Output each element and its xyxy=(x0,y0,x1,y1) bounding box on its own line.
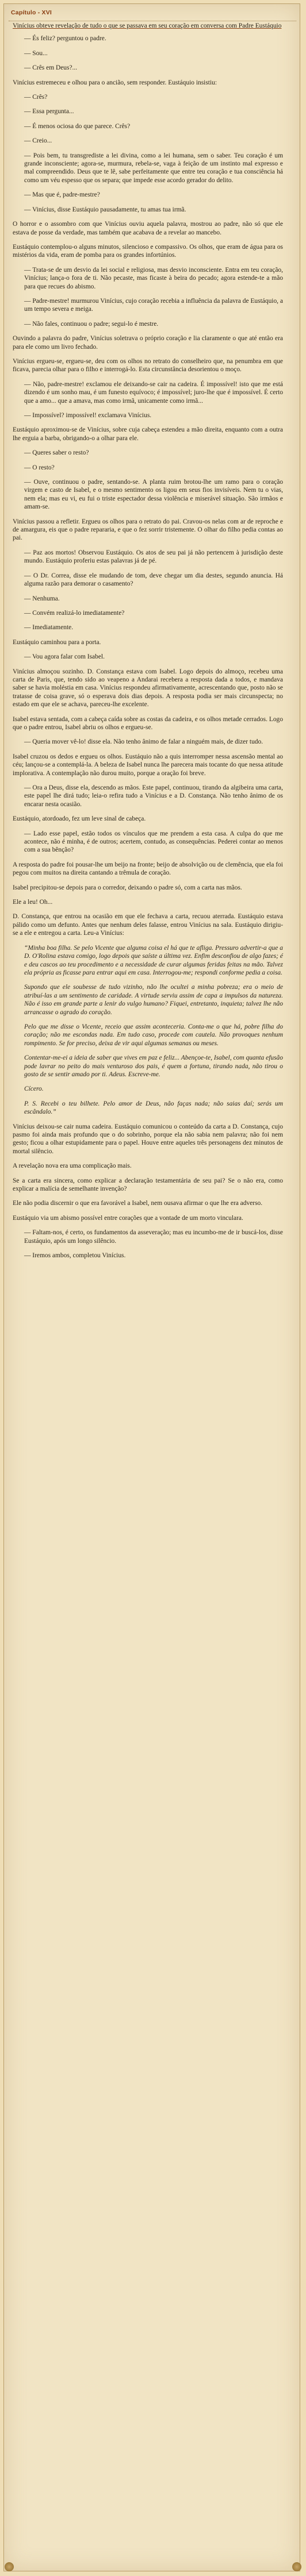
paragraph: Eustáquio, atordoado, fez um leve sinal de cabeça. xyxy=(13,815,146,823)
closing-paragraphs xyxy=(13,1123,283,1260)
chapter-header xyxy=(9,8,296,21)
paragraph: A revelação nova era uma complicação mais. xyxy=(13,1162,132,1170)
paragraph: — Faltam-nos, é certo, os fundamentos da asseveração; mas eu incumbo-me de ir buscá-los, disse Eustáquio, após um longo silêncio. xyxy=(24,1229,283,1245)
paragraph: — É menos ociosa do que parece. Crês? xyxy=(24,122,131,130)
paragraph: Ouvindo a palavra do padre, Vinícius soletrava o próprio coração e lia claramente o que até então era para ele como um livro fechado. xyxy=(13,335,283,351)
paragraph: Ele não podia discernir o que era favorável a Isabel, nem ousava afirmar o que lhe era adverso. xyxy=(13,1200,263,1207)
letter-paragraph: Contentar-me-ei a ideia de saber que vives em paz e feliz... Abençoe-te, Isabel, com quanta efusão pode lavrar no peito do mais venturoso dos pais, é quem a fortuna, tirando nada, não tirou o gosto de se sentir amado por ti. Adeus. Escreve-me. xyxy=(24,1054,283,1078)
chapter-body xyxy=(13,22,283,1266)
paragraph: — Vou agora falar com Isabel. xyxy=(24,653,105,661)
paragraph: — Não, padre-mestre! exclamou ele deixando-se cair na cadeira. É impossível! isto que me está dizendo é um sonho mau, é um funesto equívoco; é impossível; juro-lhe que é impossível. É certo que a amo... que a amava, mas como irmã, unicamente como irmã... xyxy=(24,380,283,405)
paragraph: — Essa pergunta... xyxy=(24,108,74,115)
paragraph: Isabel estava sentada, com a cabeça caída sobre as costas da cadeira, e os olhos metade cerrados. Logo que o padre entrou, Isabel abriu os olhos e ergueu-se. xyxy=(13,715,283,731)
paragraph: Vinícius ergueu-se, ergueu-se, deu com os olhos no retrato do conselheiro que, na penumbra em que ficava, parecia olhar para o filho e interrogá-lo. Esta circunstância desorientou o moço. xyxy=(13,357,283,373)
paragraph: O horror e o assombro com que Vinícius ouviu aquela palavra, mostrou ao padre, não só que ele estava de posse da verdade, mas também que acabava de a revelar ao mancebo. xyxy=(13,221,283,236)
paragraph: Isabel cruzou os dedos e ergueu os olhos. Eustáquio não a quis interromper nessa ascensão mental ao céu; lançou-se a contemplá-la. A beleza de Isabel nunca lhe parecera mais tocante do que nessa atitude implorativa. A contemplação não durou muito, porque a oração foi breve. xyxy=(13,753,283,777)
quoted-letter xyxy=(13,944,283,1116)
paragraph: — Crês? xyxy=(24,94,48,101)
paragraph: — Convém realizá-lo imediatamente? xyxy=(24,609,125,617)
chapter-title: Capítulo - XVI xyxy=(11,9,52,16)
paragraph: Vinícius estremeceu e olhou para o ancião, sem responder. Eustáquio insistiu: xyxy=(13,79,217,86)
paragraph: — Crês em Deus?... xyxy=(24,64,78,72)
paragraph: — O Dr. Correa, disse ele mudando de tom, deve chegar um dia destes, segundo anuncia. Há alguma razão para demorar o casamento? xyxy=(24,572,283,588)
paragraph: — Trata-se de um desvio da lei social e religiosa, mas desvio inconsciente. Entra em teu coração, Vinícius; lança-o fora de ti. Não pecaste, mas ficaste à beira do pecado; agora estende-te a mão para que recues do abismo. xyxy=(24,266,283,290)
paragraph: — Pois bem, tu transgrediste a lei divina, como a lei humana, sem o saber. Teu coração é um grande inconsciente; agora-se, murmura, rebela-se, vaga à feição de um instinto mal expresso e mal compreendido. Deus que te lê, sabe perfeitamente que entre teu coração e tua consciência há como um véu espesso que os separa; que impede esse acordo gerador do delito. xyxy=(24,152,283,184)
letter-paragraph: P. S. Recebi o teu bilhete. Pelo amor de Deus, não faças nada; não saias daí; serás um escândalo.” xyxy=(24,1100,283,1116)
paragraph: Vinícius almoçou sozinho. D. Constança estava com Isabel. Logo depois do almoço, recebeu uma carta de Paris, que, tendo sido ao veapeno a Andarai recebera a resposta dada a todos, e mandava saber se havia moléstia em casa. Vinícius respondeu afirmativamente, acrescentando que, posto não se tratasse de coisa grave, só o esperava dois dias depois. A resposta podia ser mais circunspecta; no estado em que ele se achava, pareceu-lhe excelente. xyxy=(13,668,283,709)
paragraph: — Nenhuma. xyxy=(24,595,60,602)
paragraph: — És feliz? perguntou o padre. xyxy=(24,35,106,43)
paragraph: Eustáquio contemplou-o alguns minutos, silencioso e compassivo. Os olhos, que eram de água para os mistérios da vida, eram de pomba para os grandes infortúnios. xyxy=(13,243,283,259)
corner-ornament-left xyxy=(5,2562,14,2571)
paragraph: — Não fales, continuou o padre; segui-lo é mestre. xyxy=(24,320,159,328)
paragraph: — Ouve, continuou o padre, sentando-se. A planta ruim brotou-lhe um ramo para o coração virgem e casto de Isabel, e o mesmo sentimento os ligou em seus fios invisíveis. Nem tu o vias, nem ela; mas eu vi, eu fui o triste espectador dessa violência e miserável situação. São irmãos e amam-se. xyxy=(24,479,283,511)
letter-paragraph: Cícero. xyxy=(24,1085,44,1093)
paragraph: — Creio... xyxy=(24,137,52,145)
paragraph: — Sou... xyxy=(24,49,48,57)
paragraph: Eustáquio aproximou-se de Vinícius, sobre cuja cabeça estendeu a mão direita, enquanto com a outra lhe erguia a barba, obrigando-o a olhar para ele. xyxy=(13,426,283,442)
paragraph: Vinícius obteve revelação de tudo o que se passava em seu coração em conversa com Padre Eustáquio xyxy=(13,22,282,29)
paragraph: Vinícius passou a refletir. Ergueu os olhos para o retrato do pai. Cravou-os nelas com ar de reproche e de amargura, eis que o padre repararia, e que o fez sorrir tristemente. O olhar do filho pedia contas ao pai. xyxy=(13,518,283,542)
paragraph: Vinícius deixou-se cair numa cadeira. Eustáquio comunicou o conteúdo da carta a D. Constança, cujo pasmo foi ainda mais profundo que o do sobrinho, porque ela não sabia nem palavra; não foi nem gesto; ficou a olhar estupidamente para o papel. Houve entre aqueles três personagens dez minutos de mortal silêncio. xyxy=(13,1123,283,1155)
corner-ornament-right xyxy=(292,2562,301,2571)
paragraph: — Imediatamente. xyxy=(24,624,74,632)
paragraph: A resposta do padre foi pousar-lhe um beijo na fronte; beijo de absolvição ou de clemência, que ela foi pegou com muitos na direita cantando a trêmula de coração. xyxy=(13,861,283,877)
paragraph: Isabel precipitou-se depois para o corredor, deixando o padre só, com a carta nas mãos. xyxy=(13,884,242,891)
paragraph: — Ora a Deus, disse ela, descendo as mãos. Este papel, continuou, tirando da algibeira uma carta, este papel lhe dirá tudo; leia-o refira tudo a Vinícius e a D. Constança. Não tenho ânimo de os encarar nesta ocasião. xyxy=(24,784,283,808)
paragraph: — Vinícius, disse Eustáquio pausadamente, tu amas tua irmã. xyxy=(24,206,186,213)
paragraph: — O resto? xyxy=(24,464,55,471)
letter-paragraph: Pelo que me disse o Vicente, receio que assim aconteceria. Conta-me o que há, pobre filha do coração; não me escondas nada. Em tudo caso, procede com cautela. Não provoques nenhum rompimento. Se for preciso, deixa de vir aqui algumas semanas ou meses. xyxy=(24,1023,283,1047)
letter-paragraph: Supondo que ele soubesse de tudo vizinho, não lhe ocultei a minha pobreza; era o meio de atribuí-las a um sentimento de caridade. A virtude serviu assim de capa a impulsos da natureza. Não é isso em grande parte a lenir do vulgo humano? Fiquei, entretanto, inquieta; talvez lhe não arrancasse o agrado do coração. xyxy=(24,984,283,1016)
paragraph-list xyxy=(13,22,283,938)
paragraph: — Queria mover vê-lo! disse ela. Não tenho ânimo de falar a ninguém mais, de dizer tudo. xyxy=(24,738,263,746)
paragraph: Se a carta era sincera, como explicar a declaração testamentária de seu pai? Se o não era, como explicar a malícia de semelhante invenção? xyxy=(13,1177,283,1193)
letter-paragraph: “Minha boa filha. Se pelo Vicente que alguma coisa el há que te afliga. Pressuro advertir-a que a D. O'Rolina estava comigo, logo depois que saíste a última vez. Enfim desconfiou de algo fazes; é e deu cascos ao teu procedimento e a necessidade de curar algumas feridas feitas na mão. Talvez ela própria as ficasse para entrar aqui em casa. Interrogou-me; respondi conforme pedia a coisa. xyxy=(24,944,283,976)
paragraph: — Paz aos mortos! Observou Eustáquio. Os atos de seu pai já não pertencem à jurisdição deste mundo. Eustáquio proferiu estas palavras já de pé. xyxy=(24,549,283,565)
paragraph: — Iremos ambos, completou Vinícius. xyxy=(24,1252,126,1260)
paragraph: Ele a leu! Oh... xyxy=(13,899,53,906)
paragraph: D. Constança, que entrou na ocasião em que ele fechava a carta, recuou aterrada. Eustáquio estava pálido como um defunto. Antes que nenhum deles falasse, entrou Vinícius na sala. Eustáquio dirigiu-se a ele e entregou a carta. Leu-a Vinícius: xyxy=(13,913,283,937)
paragraph: — Queres saber o resto? xyxy=(24,449,89,457)
paragraph: Eustáquio via um abismo possível entre corações que a vontade de um morto vinculara. xyxy=(13,1214,243,1222)
paragraph: Eustáquio caminhou para a porta. xyxy=(13,638,101,646)
paragraph: — Padre-mestre! murmurou Vinícius, cujo coração recebia a influência da palavra de Eustáquio, a um tempo severa e meiga. xyxy=(24,297,283,313)
paragraph: — Mas que é, padre-mestre? xyxy=(24,191,100,199)
paragraph: — Lado esse papel, estão todos os vínculos que me prendem a esta casa. A culpa do que me acontece, não é minha, é de outros; acertem, contudo, as consequências. Pederei contar ao menos com a sua bênção? xyxy=(24,830,283,854)
paragraph: — Impossível? impossível! exclamava Vinícius. xyxy=(24,412,152,419)
